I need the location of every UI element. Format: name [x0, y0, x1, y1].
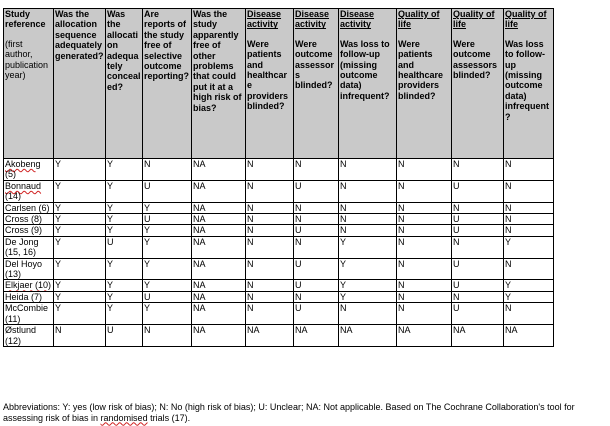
risk-rating-cell: N	[246, 236, 294, 258]
study-name: Heida (7)	[5, 291, 43, 302]
risk-rating-cell: N	[397, 258, 452, 280]
risk-rating-cell: U	[452, 225, 504, 236]
study-reference-cell	[4, 180, 54, 202]
risk-rating-cell: Y	[54, 214, 106, 225]
risk-rating-cell: Y	[54, 258, 106, 280]
risk-rating-cell: N	[397, 180, 452, 202]
table-row	[4, 258, 554, 280]
header-selective-reporting: Are reports of the study free of selective outcome reporting?	[143, 9, 192, 159]
risk-rating-cell: NA	[192, 258, 246, 280]
risk-rating-cell: N	[246, 280, 294, 291]
risk-rating-cell: NA	[192, 214, 246, 225]
header-row	[4, 9, 554, 159]
risk-rating-cell: Y	[106, 180, 143, 202]
risk-rating-cell: N	[339, 214, 397, 225]
risk-rating-cell: Y	[106, 202, 143, 213]
risk-rating-cell: Y	[143, 303, 192, 325]
risk-rating-cell: Y	[339, 291, 397, 302]
risk-rating-cell: NA	[192, 159, 246, 181]
risk-rating-cell: Y	[106, 280, 143, 291]
header-da-blinding-assessors: Disease activity Were outcome assessors blinded?	[294, 9, 339, 159]
study-name: McCombie	[5, 303, 49, 314]
risk-rating-cell: N	[504, 202, 554, 213]
risk-rating-cell: U	[452, 258, 504, 280]
risk-rating-cell: U	[106, 325, 143, 347]
risk-rating-cell: NA	[192, 325, 246, 347]
risk-rating-cell: U	[143, 214, 192, 225]
risk-rating-cell: N	[246, 159, 294, 181]
header-allocation-generated: Was the allocation sequence adequately generated?	[54, 9, 106, 159]
risk-rating-cell: N	[339, 225, 397, 236]
risk-rating-cell: Y	[54, 225, 106, 236]
risk-rating-cell: Y	[54, 291, 106, 302]
risk-rating-cell: N	[339, 180, 397, 202]
risk-rating-cell: U	[143, 291, 192, 302]
study-reference-cell	[4, 303, 54, 325]
header-qol-blinding-patients: Quality of life Were patients and healthcare providers blinded?	[397, 9, 452, 159]
risk-rating-cell: N	[339, 202, 397, 213]
study-reference-cell	[4, 225, 54, 236]
study-reference-cell	[4, 236, 54, 258]
risk-rating-cell: N	[143, 159, 192, 181]
risk-rating-cell: N	[246, 214, 294, 225]
risk-rating-cell: U	[294, 303, 339, 325]
risk-rating-cell: NA	[192, 303, 246, 325]
header-qol-loss-to-follow-up: Quality of life Was loss to follow-up (missing outcome data) infrequent?	[504, 9, 554, 159]
header-da-blinding-patients: Disease activity Were patients and healthcare providers blinded?	[246, 9, 294, 159]
risk-rating-cell: Y	[504, 291, 554, 302]
risk-rating-cell: Y	[143, 225, 192, 236]
risk-rating-cell: Y	[339, 280, 397, 291]
risk-rating-cell: NA	[246, 325, 294, 347]
study-name: Cross (8)	[5, 214, 43, 225]
risk-rating-cell: NA	[397, 325, 452, 347]
risk-rating-cell: N	[339, 159, 397, 181]
study-name: Østlund	[5, 325, 37, 336]
risk-rating-cell: N	[504, 303, 554, 325]
risk-rating-cell: N	[397, 225, 452, 236]
study-citation: (15, 16)	[5, 247, 37, 258]
risk-rating-cell: Y	[106, 214, 143, 225]
risk-rating-cell: N	[339, 303, 397, 325]
study-name: De Jong	[5, 236, 39, 247]
risk-rating-cell: Y	[106, 291, 143, 302]
risk-rating-cell: Y	[54, 303, 106, 325]
risk-rating-cell: NA	[192, 202, 246, 213]
risk-rating-cell: Y	[504, 280, 554, 291]
risk-rating-cell: U	[452, 280, 504, 291]
table-row	[4, 280, 554, 291]
header-qol-blinding-assessors: Quality of life Were outcome assessors blinded?	[452, 9, 504, 159]
study-citation: (13)	[5, 269, 22, 280]
study-reference-cell	[4, 280, 54, 291]
risk-rating-cell: U	[452, 180, 504, 202]
table-row	[4, 291, 554, 302]
risk-rating-cell: U	[294, 280, 339, 291]
risk-rating-cell: N	[397, 236, 452, 258]
risk-rating-cell: Y	[143, 202, 192, 213]
table-row	[4, 180, 554, 202]
table-row	[4, 225, 554, 236]
study-citation: (5)	[5, 169, 16, 180]
risk-rating-cell: N	[246, 291, 294, 302]
risk-rating-cell: N	[54, 325, 106, 347]
table-row	[4, 202, 554, 213]
risk-rating-cell: N	[294, 159, 339, 181]
risk-rating-cell: NA	[294, 325, 339, 347]
risk-rating-cell: U	[452, 214, 504, 225]
risk-of-bias-table	[3, 8, 554, 347]
risk-rating-cell: N	[246, 180, 294, 202]
risk-rating-cell: N	[452, 291, 504, 302]
table-row	[4, 303, 554, 325]
risk-rating-cell: N	[246, 258, 294, 280]
risk-rating-cell: N	[397, 214, 452, 225]
risk-rating-cell: Y	[54, 180, 106, 202]
risk-rating-cell: NA	[192, 291, 246, 302]
risk-rating-cell: N	[246, 202, 294, 213]
study-name: Del Hoyo	[5, 258, 43, 269]
risk-rating-cell: Y	[54, 236, 106, 258]
risk-rating-cell: N	[504, 159, 554, 181]
risk-rating-cell: U	[294, 180, 339, 202]
risk-rating-cell: Y	[106, 258, 143, 280]
risk-rating-cell: N	[452, 236, 504, 258]
risk-rating-cell: N	[397, 303, 452, 325]
study-name: Akobeng	[5, 159, 41, 169]
risk-rating-cell: U	[294, 225, 339, 236]
risk-rating-cell: N	[246, 303, 294, 325]
risk-rating-cell: N	[397, 280, 452, 291]
risk-rating-cell: Y	[54, 202, 106, 213]
risk-rating-cell: Y	[143, 236, 192, 258]
risk-rating-cell: U	[452, 303, 504, 325]
risk-rating-cell: NA	[192, 280, 246, 291]
study-reference-cell	[4, 325, 54, 347]
risk-rating-cell: Y	[54, 280, 106, 291]
risk-rating-cell: NA	[339, 325, 397, 347]
risk-rating-cell: N	[294, 291, 339, 302]
risk-rating-cell: NA	[192, 180, 246, 202]
risk-rating-cell: Y	[54, 159, 106, 181]
risk-rating-cell: NA	[452, 325, 504, 347]
footnote: Abbreviations: Y: yes (low risk of bias); N: No (high risk of bias); U: Unclear; NA: Not applicable. Based on The Cochrane Collaboration's tool for assessing risk of bias in randomised trials (17).	[3, 402, 575, 423]
study-name: Carlsen (6)	[5, 202, 50, 213]
study-reference-cell	[4, 258, 54, 280]
table-row	[4, 214, 554, 225]
study-citation: (11)	[5, 313, 21, 324]
risk-rating-cell: NA	[504, 325, 554, 347]
risk-rating-cell: Y	[106, 303, 143, 325]
risk-rating-cell: Y	[106, 225, 143, 236]
risk-rating-cell: N	[504, 214, 554, 225]
header-other-problems: Was the study apparently free of other problems that could put it at a high risk of bias?	[192, 9, 246, 159]
study-citation: (12)	[5, 335, 22, 346]
risk-rating-cell: U	[143, 180, 192, 202]
risk-rating-cell: Y	[339, 236, 397, 258]
risk-rating-cell: N	[452, 159, 504, 181]
study-name: Cross (9)	[5, 225, 43, 236]
risk-rating-cell: NA	[192, 236, 246, 258]
table-row	[4, 159, 554, 181]
risk-rating-cell: N	[397, 202, 452, 213]
risk-rating-cell: Y	[143, 258, 192, 280]
risk-rating-cell: N	[504, 180, 554, 202]
risk-rating-cell: N	[294, 202, 339, 213]
risk-rating-cell: Y	[106, 159, 143, 181]
risk-rating-cell: Y	[143, 280, 192, 291]
risk-rating-cell: N	[294, 214, 339, 225]
risk-rating-cell: U	[106, 236, 143, 258]
risk-rating-cell: NA	[192, 225, 246, 236]
table-row	[4, 325, 554, 347]
header-da-loss-to-follow-up: Disease activity Was loss to follow-up (missing outcome data) infrequent?	[339, 9, 397, 159]
risk-rating-cell: N	[452, 202, 504, 213]
table-row	[4, 236, 554, 258]
table-body	[4, 159, 554, 347]
risk-rating-cell: N	[143, 325, 192, 347]
header-allocation-concealed: Was the allocation adequately concealed?	[106, 9, 143, 159]
risk-rating-cell: N	[397, 159, 452, 181]
study-citation: (14)	[5, 191, 22, 202]
risk-rating-cell: N	[504, 258, 554, 280]
study-name: Bonnaud	[5, 180, 42, 191]
risk-rating-cell: N	[246, 225, 294, 236]
risk-rating-cell: Y	[339, 258, 397, 280]
risk-rating-cell: N	[504, 225, 554, 236]
study-reference-cell	[4, 202, 54, 213]
risk-rating-cell: Y	[504, 236, 554, 258]
risk-rating-cell: N	[294, 236, 339, 258]
study-reference-cell	[4, 214, 54, 225]
study-reference-cell	[4, 291, 54, 302]
risk-rating-cell: N	[397, 291, 452, 302]
study-reference-cell	[4, 159, 54, 181]
header-study-reference: Study reference (first author, publication year)	[4, 9, 54, 159]
risk-rating-cell: U	[294, 258, 339, 280]
study-name: Elkjaer (10)	[5, 280, 52, 291]
